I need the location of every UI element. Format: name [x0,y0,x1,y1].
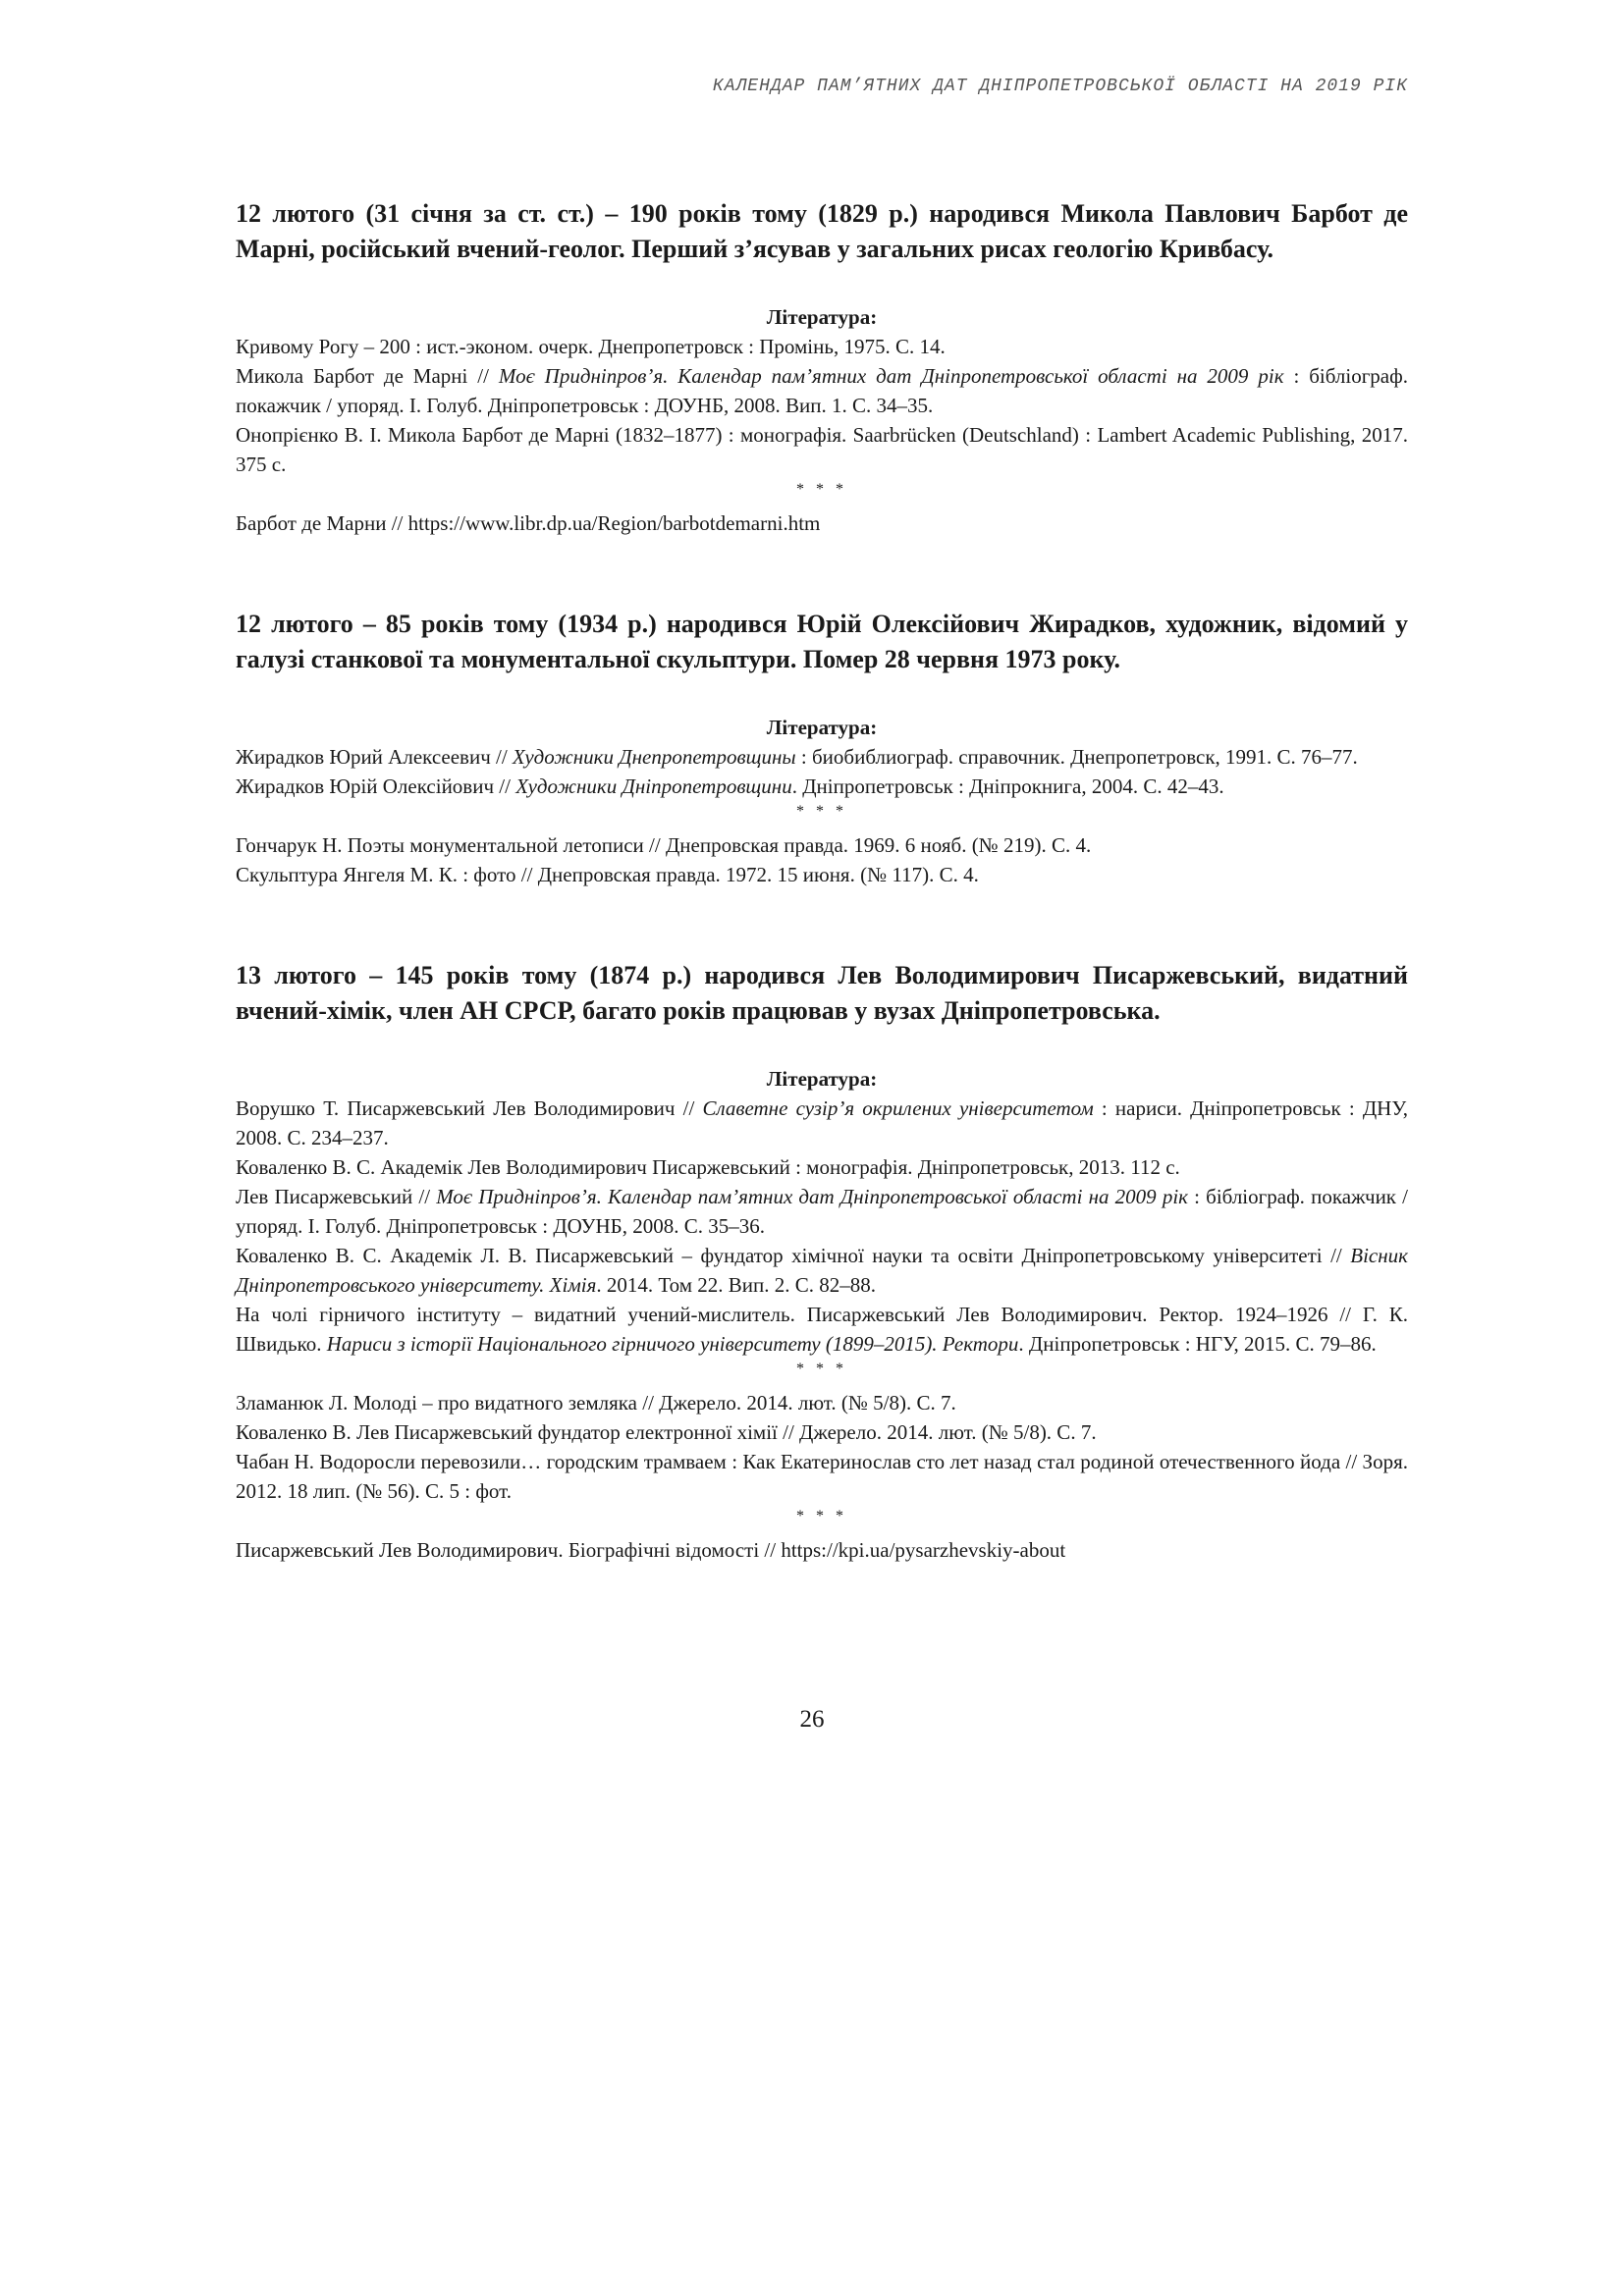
literature-heading: Література: [766,305,878,329]
reference-item: Ворушко Т. Писаржевський Лев Володимирович // Славетне сузір’я окрилених університетом : нариси. Дніпропетровськ : ДНУ, 2008. С. 234–237. [236,1096,1409,1149]
reference-item: Коваленко В. С. Академік Лев Володимирович Писаржевський : монографія. Дніпропетровськ, 2013. 112 с. [236,1155,1180,1179]
reference-item: Лев Писаржевський // Моє Придніпров’я. Календар пам’ятних дат Дніпропетровської області на 2009 рік : бібліограф. покажчик / упоряд. І. Голуб. Дніпропетровськ : ДОУНБ, 2008. С. 35–36. [236,1185,1409,1238]
entry-zhyradkov [236,607,1408,889]
reference-item: Кривому Рогу – 200 : ист.-эконом. очерк. Днепропетровск : Промінь, 1975. С. 14. [236,335,946,358]
reference-item: Зламанюк Л. Молоді – про видатного земляка // Джерело. 2014. лют. (№ 5/8). С. 7. [236,1391,956,1415]
entry-pysarzhevskyi [236,958,1408,1565]
entry-title: 13 лютого – 145 років тому (1874 р.) народився Лев Володимирович Писаржевський, видатний вчений-хімік, член АН СРСР, багато років працював у вузах Дніпропетровська. [236,961,1408,1025]
reference-item: Коваленко В. С. Академік Л. В. Писаржевський – фундатор хімічної науки та освіти Дніпропетровському університеті // Вісник Дніпропетровського університету. Хімія. 2014. Том 22. Вип. 2. С. 82–88. [236,1244,1408,1297]
reference-item: Жирадков Юрий Алексеевич // Художники Днепропетровщины : биобиблиограф. справочник. Днепропетровск, 1991. С. 76–77. [236,745,1358,769]
reference-item: Микола Барбот де Марні // Моє Придніпров’я. Календар пам’ятних дат Дніпропетровської області на 2009 рік : бібліограф. покажчик / упоряд. І. Голуб. Дніпропетровськ : ДОУНБ, 2008. Вип. 1. С. 34–35. [236,364,1408,417]
running-header: КАЛЕНДАР ПАМ’ЯТНИХ ДАТ ДНІПРОПЕТРОВСЬКОЇ ОБЛАСТІ НА 2019 РІК [712,77,1408,96]
reference-item: Гончарук Н. Поэты монументальной летописи // Днепровская правда. 1969. 6 нояб. (№ 219). С. 4. [236,833,1092,857]
section-separator: * * * [796,1508,847,1524]
literature-heading: Література: [766,1067,878,1091]
reference-item: Жирадков Юрій Олексійович // Художники Дніпропетровщини. Дніпропетровськ : Дніпрокнига, 2004. С. 42–43. [236,774,1224,798]
reference-item: На чолі гірничого інституту – видатний учений-мислитель. Писаржевський Лев Володимирович. Ректор. 1924–1926 // Г. К. Швидько. Нариси з історії Національного гірничого університету (1899–2015). Ректори. Дніпропетровськ : НГУ, 2015. С. 79–86. [236,1303,1408,1356]
page-number: 26 [799,1706,825,1733]
reference-item: Чабан Н. Водоросли перевозили… городским трамваем : Как Екатеринослав сто лет назад стал родиной отечественного йода // Зоря. 2012. 18 лип. (№ 56). С. 5 : фот. [236,1450,1408,1503]
entry-barbot-de-marni [236,196,1408,538]
section-separator: * * * [796,1361,847,1377]
entry-title: 12 лютого – 85 років тому (1934 р.) народився Юрій Олексійович Жирадков, художник, відомий у галузі станкової та монументальної скульптури. Помер 28 червня 1973 року. [236,610,1408,673]
reference-item: Онопрієнко В. І. Микола Барбот де Марні (1832–1877) : монографія. Saarbrücken (Deutschland) : Lambert Academic Publishing, 2017. 375 с. [236,423,1408,476]
entry-title: 12 лютого (31 січня за ст. ст.) – 190 років тому (1829 р.) народився Микола Павлович Барбот де Марні, російський вчений-геолог. Перший з’ясував у загальних рисах геологію Кривбасу. [236,199,1408,263]
literature-heading: Література: [766,716,878,739]
reference-item: Барбот де Марни // https://www.libr.dp.ua/Region/barbotdemarni.htm [236,511,821,535]
reference-item: Скульптура Янгеля М. К. : фото // Днепровская правда. 1972. 15 июня. (№ 117). С. 4. [236,863,979,886]
reference-item: Писаржевський Лев Володимирович. Біографічні відомості // https://kpi.ua/pysarzhevskiy-about [236,1538,1066,1562]
page-content [236,196,1408,1633]
section-separator: * * * [796,803,847,820]
section-separator: * * * [796,481,847,498]
reference-item: Коваленко В. Лев Писаржевський фундатор електронної хімії // Джерело. 2014. лют. (№ 5/8). С. 7. [236,1420,1097,1444]
